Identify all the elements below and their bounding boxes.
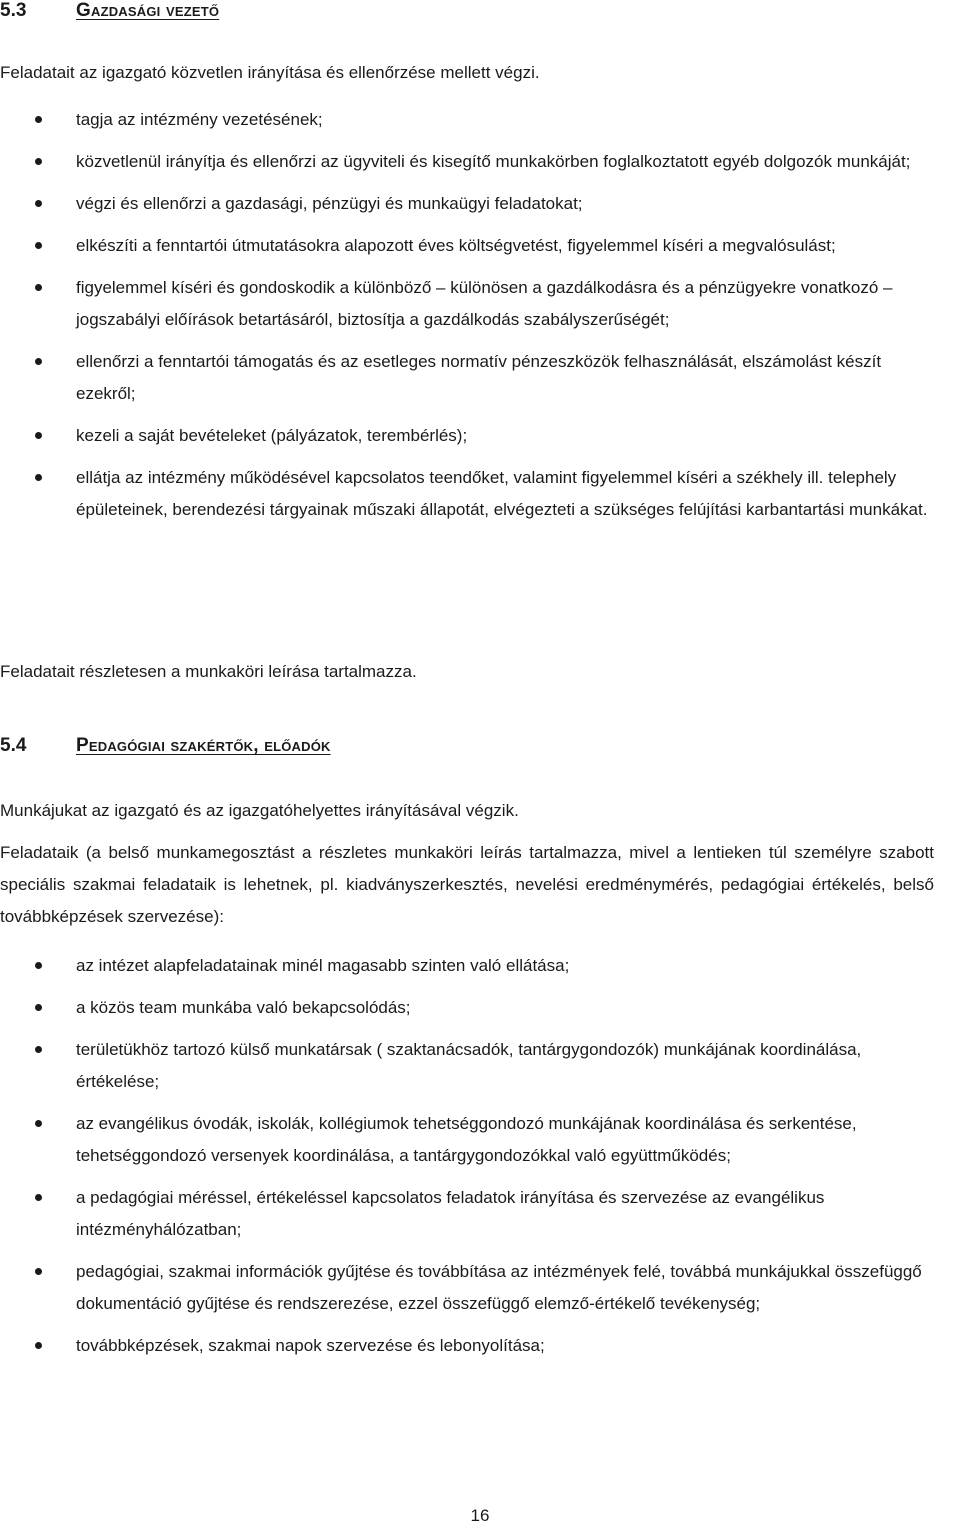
section-description: Feladataik (a belső munkamegosztást a részletes munkaköri leírás tartalmazza, mivel a lentieken túl személyre szabott speciális szakmai feladataik is lehetnek, pl. kiadványszerkesztés, nevelési eredménymérés, pedagógiai értékelés, belső továbbképzések szervezése): [0, 843, 934, 926]
list-item: elkészíti a fenntartói útmutatásokra alapozott éves költségvetést, figyelemmel kíséri a megvalósulást; [0, 230, 934, 262]
bullet-icon [35, 1342, 42, 1349]
list-item: ellenőrzi a fenntartói támogatás és az esetleges normatív pénzeszközök felhasználását, elszámolást készít ezekről; [0, 346, 934, 410]
list-item: az intézet alapfeladatainak minél magasabb szinten való ellátása; [0, 950, 934, 982]
bullet-icon [35, 432, 42, 439]
section-heading-5-4 [0, 735, 331, 757]
bullet-icon [35, 158, 42, 165]
bullet-icon [35, 358, 42, 365]
bullet-icon [35, 474, 42, 481]
list-item: a közös team munkába való bekapcsolódás; [0, 992, 934, 1024]
bullet-icon [35, 1046, 42, 1053]
bullet-icon [35, 200, 42, 207]
bullet-icon [35, 1004, 42, 1011]
list-item: területükhöz tartozó külső munkatársak ( szaktanácsadók, tantárgygondozók) munkájának koordinálása, értékelése; [0, 1034, 934, 1098]
list-item: ellátja az intézmény működésével kapcsolatos teendőket, valamint figyelemmel kíséri a székhely ill. telephely épületeinek, berendezési tárgyainak műszaki állapotát, elvégezteti a szükséges felújítási karbantartási munkákat. [0, 462, 934, 526]
list-item: tagja az intézmény vezetésének; [0, 104, 934, 136]
bullet-icon [35, 284, 42, 291]
list-item: közvetlenül irányítja és ellenőrzi az ügyviteli és kisegítő munkakörben foglalkoztatott egyéb dolgozók munkáját; [0, 146, 934, 178]
duties-list-5-3 [0, 104, 934, 526]
section-title: Gazdasági vezető [76, 0, 220, 21]
bullet-icon [35, 242, 42, 249]
section-number: 5.3 [0, 0, 27, 21]
list-item: továbbképzések, szakmai napok szervezése és lebonyolítása; [0, 1330, 934, 1362]
bullet-icon [35, 962, 42, 969]
duties-list-5-4 [0, 950, 934, 1362]
bullet-icon [35, 1194, 42, 1201]
list-item: kezeli a saját bevételeket (pályázatok, terembérlés); [0, 420, 934, 452]
section-intro: Munkájukat az igazgató és az igazgatóhelyettes irányításával végzik. [0, 801, 519, 820]
section-heading-5-3 [0, 0, 219, 22]
list-item: pedagógiai, szakmai információk gyűjtése és továbbítása az intézmények felé, továbbá munkájukkal összefüggő dokumentáció gyűjtése és rendszerezése, ezzel összefüggő elemző-értékelő tevékenység; [0, 1256, 934, 1320]
bullet-icon [35, 116, 42, 123]
section-title: Pedagógiai szakértők, előadók [76, 735, 331, 756]
section-closing: Feladatait részletesen a munkaköri leírása tartalmazza. [0, 662, 417, 681]
list-item: végzi és ellenőrzi a gazdasági, pénzügyi és munkaügyi feladatokat; [0, 188, 934, 220]
page-number: 16 [470, 1506, 490, 1525]
list-item: figyelemmel kíséri és gondoskodik a különböző – különösen a gazdálkodásra és a pénzügyekre vonatkozó – jogszabályi előírások betartásáról, biztosítja a gazdálkodás szabályszerűségét; [0, 272, 934, 336]
section-number: 5.4 [0, 735, 27, 756]
bullet-icon [35, 1120, 42, 1127]
section-intro: Feladatait az igazgató közvetlen irányítása és ellenőrzése mellett végzi. [0, 63, 540, 82]
bullet-icon [35, 1268, 42, 1275]
list-item: a pedagógiai méréssel, értékeléssel kapcsolatos feladatok irányítása és szervezése az evangélikus intézményhálózatban; [0, 1182, 934, 1246]
list-item: az evangélikus óvodák, iskolák, kollégiumok tehetséggondozó munkájának koordinálása és serkentése, tehetséggondozó versenyek koordinálása, a tantárgygondozókkal való együttműködés; [0, 1108, 934, 1172]
